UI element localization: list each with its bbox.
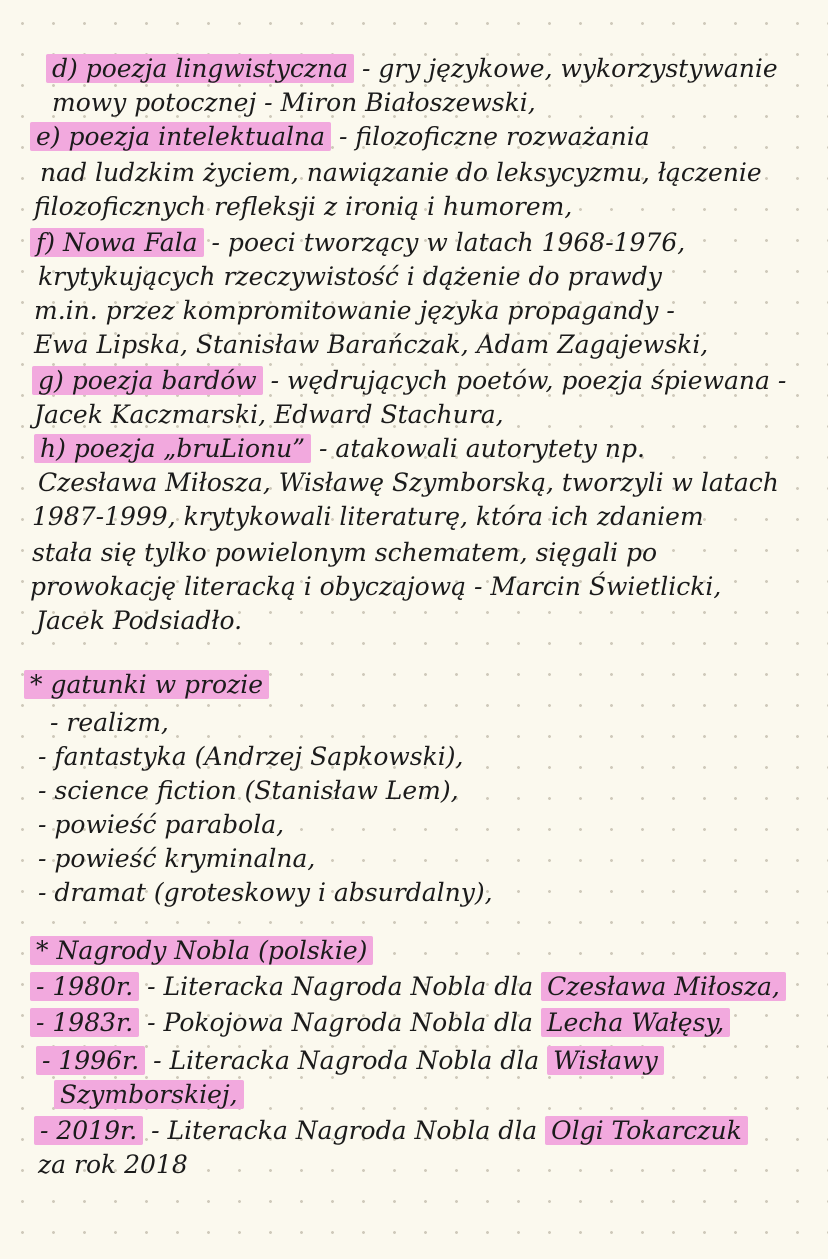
nobel-year-highlight: - 1983r. xyxy=(30,1008,139,1037)
genre-item: - powieść parabola, xyxy=(38,810,285,839)
poetry-d-label-highlight: d) poezja lingwistyczna xyxy=(46,54,354,83)
genre-item: - realizm, xyxy=(50,708,169,737)
genre-item: - fantastyka (Andrzej Sapkowski), xyxy=(38,742,464,771)
poetry-f-line-1: f) Nowa Fala - poeci tworzący w latach 1968-1976, xyxy=(30,226,685,260)
poetry-g-line-1: g) poezja bardów - wędrujących poetów, poezja śpiewana - xyxy=(32,364,786,398)
poetry-h-line-5: prowokację literacką i obyczajową - Marcin Świetlicki, xyxy=(30,572,722,601)
poetry-e-line-3: filozoficznych refleksji z ironią i humorem, xyxy=(34,192,573,221)
poetry-h-line-2: Czesława Miłosza, Wisławę Szymborską, tworzyli w latach xyxy=(38,468,779,497)
poetry-f-label-highlight: f) Nowa Fala xyxy=(30,228,204,257)
poetry-h-label-highlight: h) poezja „bruLionu” xyxy=(34,434,311,463)
poetry-f-line-4: Ewa Lipska, Stanisław Barańczak, Adam Zagajewski, xyxy=(34,330,709,359)
poetry-g-label-highlight: g) poezja bardów xyxy=(32,366,263,395)
nobel-entry-2019: - 2019r. - Literacka Nagroda Nobla dla Olgi Tokarczuk xyxy=(34,1114,748,1148)
genre-item: - dramat (groteskowy i absurdalny), xyxy=(38,878,493,907)
poetry-h-line-4: stała się tylko powielonym schematem, sięgali po xyxy=(32,538,658,567)
genre-item: - science fiction (Stanisław Lem), xyxy=(38,776,459,805)
nobel-heading xyxy=(30,934,373,968)
laureate-highlight: Wisławy xyxy=(547,1046,664,1075)
poetry-d-line-1: d) poezja lingwistyczna - gry językowe, wykorzystywanie xyxy=(46,52,778,86)
nobel-year-highlight: - 2019r. xyxy=(34,1116,143,1145)
poetry-h-line-6: Jacek Podsiadło. xyxy=(36,606,243,635)
laureate-highlight: Szymborskiej, xyxy=(54,1080,244,1109)
poetry-g-line-2: Jacek Kaczmarski, Edward Stachura, xyxy=(34,400,504,429)
genres-heading xyxy=(24,668,269,702)
nobel-entry-2019-cont: za rok 2018 xyxy=(38,1150,188,1179)
nobel-heading-highlight: * Nagrody Nobla (polskie) xyxy=(30,936,373,965)
nobel-year-highlight: - 1996r. xyxy=(36,1046,145,1075)
nobel-year-highlight: - 1980r. xyxy=(30,972,139,1001)
laureate-highlight: Olgi Tokarczuk xyxy=(545,1116,748,1145)
poetry-h-line-3: 1987-1999, krytykowali literaturę, która ich zdaniem xyxy=(32,502,704,531)
poetry-f-line-2: krytykujących rzeczywistość i dążenie do prawdy xyxy=(38,262,662,291)
poetry-f-line-3: m.in. przez kompromitowanie języka propagandy - xyxy=(34,296,675,325)
poetry-e-line-2: nad ludzkim życiem, nawiązanie do leksycyzmu, łączenie xyxy=(40,158,762,187)
poetry-h-line-1: h) poezja „bruLionu” - atakowali autorytety np. xyxy=(34,432,645,466)
genres-heading-highlight: * gatunki w prozie xyxy=(24,670,269,699)
nobel-entry-1996: - 1996r. - Literacka Nagroda Nobla dla Wisławy xyxy=(36,1044,664,1078)
nobel-entry-1983: - 1983r. - Pokojowa Nagroda Nobla dla Lecha Wałęsy, xyxy=(30,1006,730,1040)
genre-item: - powieść kryminalna, xyxy=(38,844,316,873)
poetry-d-line-2: mowy potocznej - Miron Białoszewski, xyxy=(52,88,536,117)
poetry-e-label-highlight: e) poezja intelektualna xyxy=(30,122,331,151)
laureate-highlight: Lecha Wałęsy, xyxy=(541,1008,730,1037)
nobel-entry-1980: - 1980r. - Literacka Nagroda Nobla dla Czesława Miłosza, xyxy=(30,970,786,1004)
nobel-entry-1996-cont xyxy=(54,1078,244,1112)
poetry-e-line-1: e) poezja intelektualna - filozoficzne rozważania xyxy=(30,120,650,154)
laureate-highlight: Czesława Miłosza, xyxy=(541,972,786,1001)
